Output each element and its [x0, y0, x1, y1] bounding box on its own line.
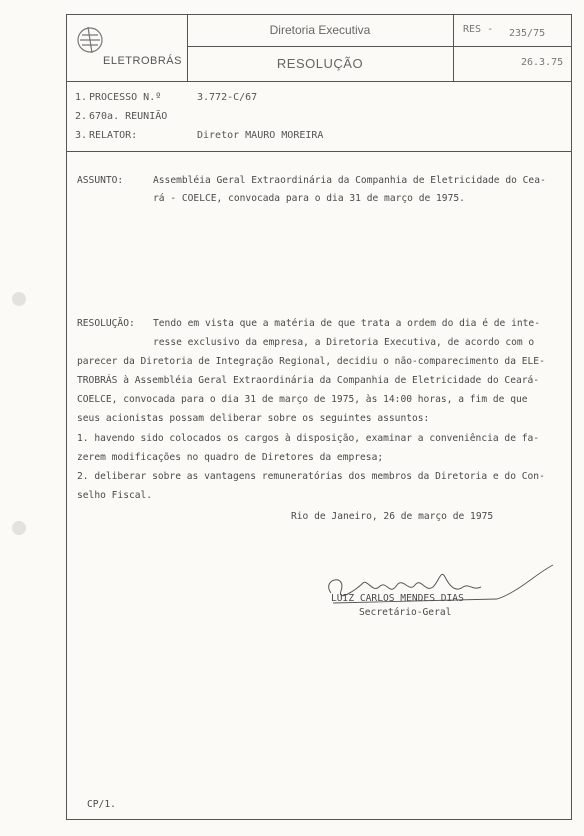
department-label: Diretoria Executiva — [187, 15, 453, 47]
field-number: 2. — [75, 111, 88, 122]
eletrobras-logo-icon — [75, 23, 105, 57]
reference-top — [453, 15, 571, 47]
resolucao-line: 1. havendo sido colocados os cargos à disposição, examinar a conveniência de fa- — [77, 433, 540, 444]
field-value: Diretor MAURO MOREIRA — [197, 130, 324, 141]
resolucao-line: zerem modificações no quadro de Diretores da empresa; — [77, 452, 384, 463]
resolucao-line: 2. deliberar sobre as vantagens remuneratórias dos membros da Diretoria e do Con- — [77, 471, 545, 482]
signatory-title: Secretário-Geral — [359, 607, 452, 618]
document-type: RESOLUÇÃO — [276, 56, 364, 71]
section-divider — [67, 151, 571, 152]
punch-hole-top — [12, 292, 26, 306]
logo-cell — [67, 15, 188, 81]
punch-hole-bottom — [12, 521, 26, 535]
handwritten-signature-icon — [317, 563, 557, 613]
resolucao-line: COELCE, convocada para o dia 31 de março de 1975, às 14:00 horas, a fim de que — [77, 394, 528, 405]
assunto-line: Assembléia Geral Extraordinária da Companhia de Eletricidade do Cea- — [153, 175, 546, 186]
field-label: 670a. REUNIÃO — [89, 111, 168, 122]
resolucao-first-line: Tendo em vista que a matéria de que trata a ordem do dia é de inte- — [153, 318, 540, 329]
signatory-name: LUIZ CARLOS MENDES DIAS — [331, 593, 464, 604]
header-middle-cell — [187, 15, 454, 81]
resolucao-line: TROBRÁS à Assembléia Geral Extraordinária da Companhia de Eletricidade do Ceará- — [77, 375, 540, 386]
resolution-date: 26.3.75 — [521, 57, 564, 68]
field-value: 3.772-C/67 — [197, 92, 258, 103]
document-frame — [66, 14, 572, 820]
field-number: 1. — [75, 92, 88, 103]
reference-cell — [453, 15, 571, 81]
document-header — [67, 15, 571, 82]
place-and-date: Rio de Janeiro, 26 de março de 1975 — [291, 511, 494, 522]
resolucao-line: seus acionistas possam deliberar sobre os seguintes assuntos: — [77, 413, 430, 424]
resolucao-line: resse exclusivo da empresa, a Diretoria Executiva, de acordo com o — [153, 337, 535, 348]
resolucao-line: selho Fiscal. — [77, 490, 153, 501]
field-number: 3. — [75, 130, 88, 141]
logo-text: ELETROBRÁS — [103, 55, 182, 67]
assunto-label: ASSUNTO: — [77, 175, 124, 186]
footer-note: CP/1. — [87, 799, 116, 810]
field-label: RELATOR: — [89, 130, 138, 141]
field-label: PROCESSO N.º — [89, 92, 162, 103]
reference-label: RES - — [463, 24, 494, 35]
resolucao-label: RESOLUÇÃO: — [77, 318, 135, 329]
resolucao-line: parecer da Diretoria de Integração Regional, decidiu o não-comparecimento da ELE- — [77, 356, 545, 367]
assunto-line: rá - COELCE, convocada para o dia 31 de março de 1975. — [153, 193, 465, 204]
reference-number: 235/75 — [509, 28, 546, 39]
